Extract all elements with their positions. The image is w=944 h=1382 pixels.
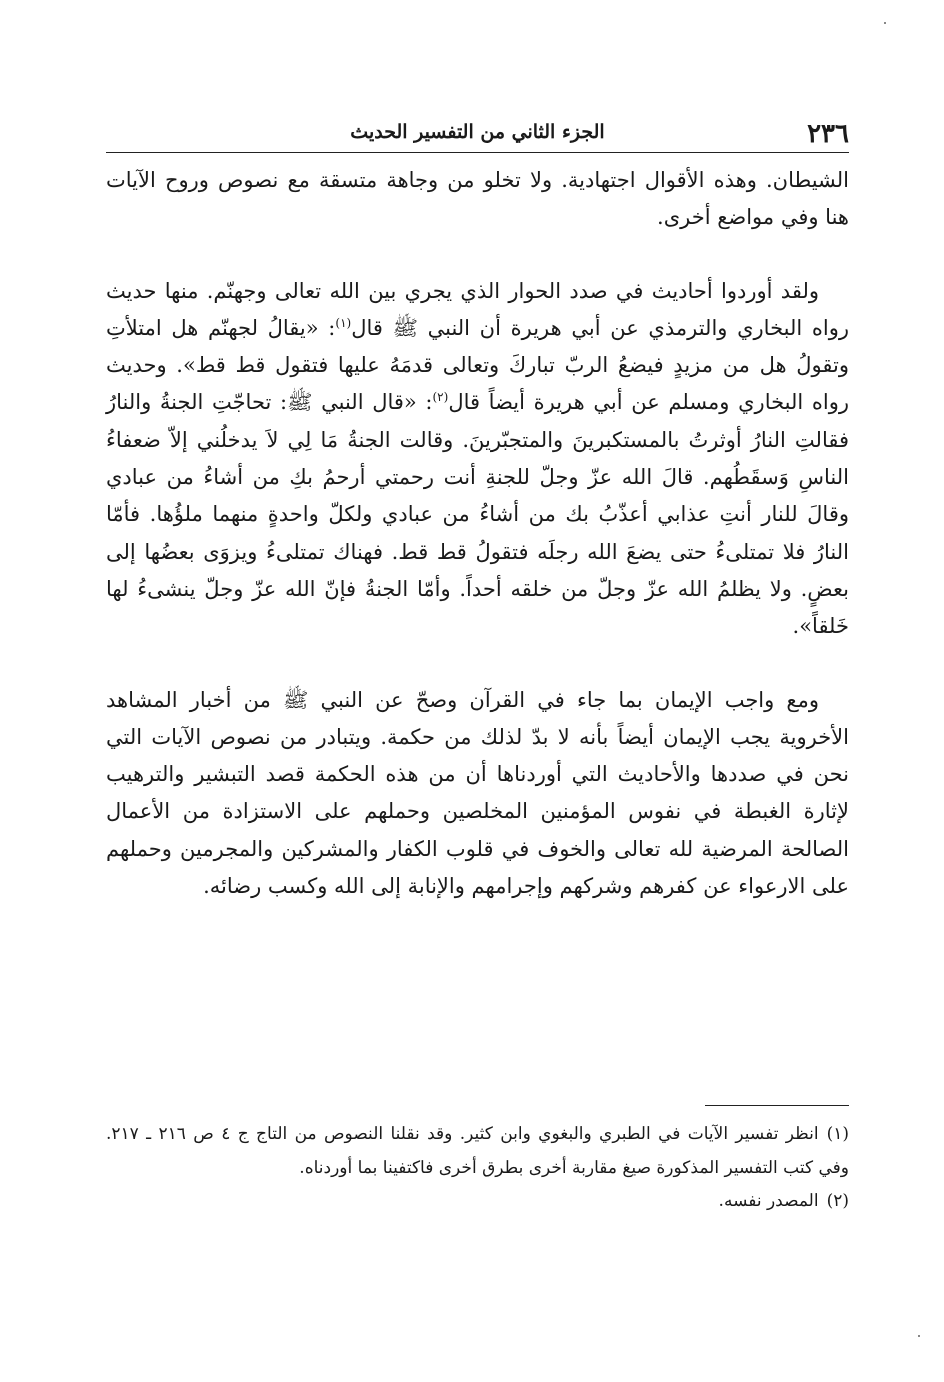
paragraph-2-part-c: : «قال النبي ﷺ: تحاجّتِ الجنةُ والنارُ فقالتِ النارُ أوثرتُ بالمستكبرينَ والمتجبّرينَ. وقالت الجنةُ مَا لِي لاَ يدخلُني إلاّ ضعفاءُ الناسِ وَسقَطُهم. قالَ الله عزّ وجلّ للجنةِ أنت رحمتي أرحمُ بكِ من أشاءُ من عبادي وقالَ للنار أنتِ عذابي أعذّبُ بك من أشاءُ من عبادي ولكلّ واحدةٍ منهما ملؤُها. فأمّا النارُ فلا تمتلىءُ حتى يضعَ الله رجلَه فتقولُ قط قط. فهناك تمتلىءُ ويزوَى بعضُها إلى بعضٍ. ولا يظلمُ الله عزّ وجلّ من خلقه أحداً. وأمّا الجنةُ فإنّ الله عزّ وجلّ ينشىءُ لها خَلقاً».	[106, 390, 849, 639]
paragraph-2-part-a: ولقد أوردوا أحاديث في صدد الحوار الذي يجري بين الله تعالى وجهنّم. منها حديث رواه البخاري والترمذي عن أبي هريرة أن النبي ﷺ قال	[106, 278, 849, 340]
page-header	[106, 113, 849, 153]
paragraph-1: الشيطان. وهذه الأقوال اجتهادية. ولا تخلو من وجاهة متسقة مع نصوص وروح الآيات هنا وفي مواضع أخرى.	[106, 168, 849, 230]
header-rule	[106, 152, 849, 153]
footnote-2-marker: (٢)	[826, 1191, 849, 1211]
paragraph-spacer	[106, 646, 849, 682]
footnote-ref-1[interactable]: (١)	[335, 315, 352, 330]
footnote-1	[106, 1118, 849, 1185]
footnote-1-text: انظر تفسير الآيات في الطبري والبغوي وابن كثير. وقد نقلنا النصوص من التاج ج ٤ ص ٢١٦ ـ ٢١٧. وفي كتب التفسير المذكورة صيغ مقاربة أخرى بطرق أخرى فاكتفينا بما أوردناه.	[106, 1124, 849, 1178]
footnote-1-marker: (١)	[826, 1124, 849, 1144]
footnote-separator	[705, 1105, 849, 1106]
paragraph-spacer	[106, 237, 849, 273]
main-text	[106, 162, 849, 905]
footnote-2-text: المصدر نفسه.	[718, 1191, 819, 1211]
paragraph-3: ومع واجب الإيمان بما جاء في القرآن وصحّ عن النبي ﷺ من أخبار المشاهد الأخروية يجب الإيمان أيضاً بأنه لا بدّ لذلك من حكمة. ويتبادر من نصوص الآيات التي نحن في صددها والأحاديث التي أوردناها أن من هذه الحكمة قصد التبشير والترهيب لإثارة الغبطة في نفوس المؤمنين المخلصين وحملهم على الاستزادة من الأعمال الصالحة المرضية لله تعالى والخوف في قلوب الكفار والمشركين والمجرمين وحملهم على الارعواء عن كفرهم وشركهم وإجرامهم والإنابة إلى الله وكسب رضائه.	[106, 687, 849, 899]
paragraph-2-part-b: : «يقالُ لجهنّم هل امتلأتِ وتقولُ هل من مزيدٍ فيضعُ الربّ تباركَ وتعالى قدمَهُ عليها فتقول قط قط». وحديث رواه البخاري ومسلم عن أبي هريرة أيضاً قال	[106, 315, 849, 415]
running-title: الجزء الثاني من التفسير الحديث	[350, 121, 605, 143]
scan-speck	[884, 22, 886, 24]
page-number: ٢٣٦	[807, 119, 849, 149]
footnotes	[106, 1118, 849, 1219]
footnote-2	[106, 1185, 849, 1219]
paragraph-2	[106, 273, 849, 646]
footnote-ref-2[interactable]: (٢)	[432, 390, 449, 405]
scan-speck	[918, 1335, 920, 1337]
